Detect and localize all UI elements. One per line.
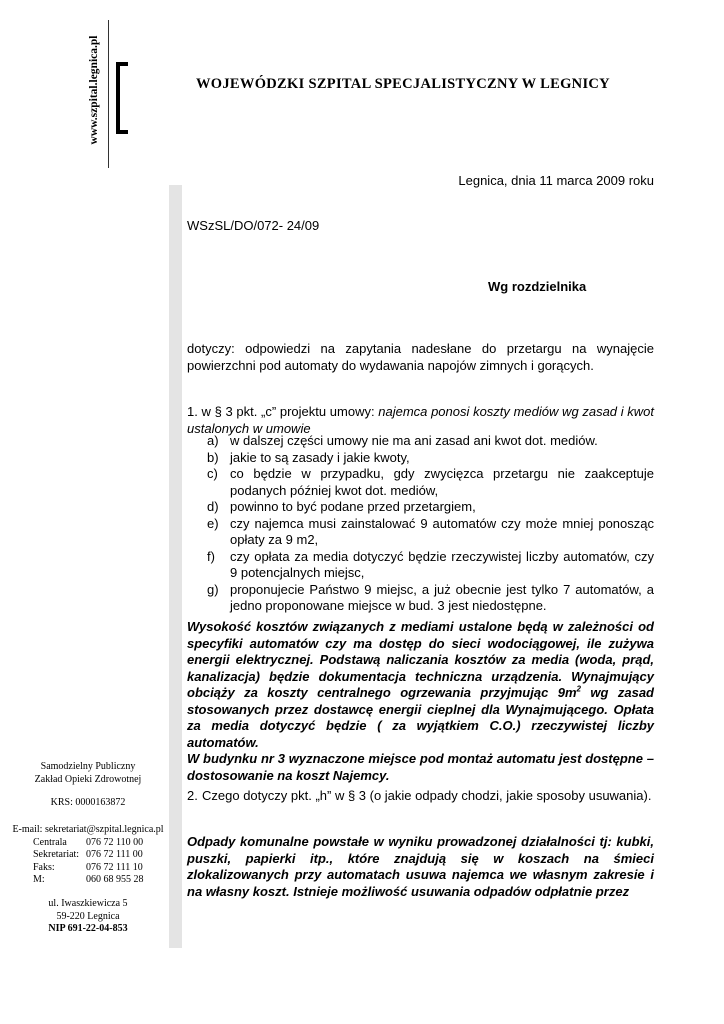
list-item: g) proponujecie Państwo 9 miejsc, a już obecnie jest tylko 7 automatów, a jedno proponowane miejsce w bud. 3 jest niedostępne. bbox=[207, 581, 654, 613]
list-item: c) co będzie w przypadku, gdy zwycięzca przetargu nie zaakceptuje podanych później kwot dot. mediów, bbox=[207, 466, 654, 498]
list-item: b) jakie to są zasady i jakie kwoty, bbox=[207, 449, 410, 465]
subject-paragraph: dotyczy: odpowiedzi na zapytania nadesłane do przetargu na wynajęcie powierzchni pod automaty do wydawania napojów zimnych i gorących. bbox=[187, 341, 654, 373]
list-item: f) czy opłata za media dotyczyć będzie rzeczywistej liczby automatów, czy 9 potencjalnych miejsc, bbox=[207, 548, 654, 580]
question-2: 2. Czego dotyczy pkt. „h” w § 3 (o jakie odpady chodzi, jakie sposoby usuwania). bbox=[187, 788, 652, 803]
contact-block bbox=[0, 824, 176, 887]
address-block bbox=[0, 898, 176, 936]
city: 59-220 Legnica bbox=[56, 910, 120, 922]
list-item: a) w dalszej części umowy nie ma ani zasad ani kwot dot. mediów. bbox=[207, 433, 598, 448]
question-1-intro: 1. w § 3 pkt. „c” projektu umowy: bbox=[187, 404, 379, 419]
reference-number: WSzSL/DO/072- 24/09 bbox=[187, 218, 320, 233]
org-type: Samodzielny Publiczny Zakład Opieki Zdrowotnej bbox=[34, 761, 142, 785]
nip-number: NIP 691-22-04-853 bbox=[48, 923, 128, 934]
website-vertical: www.szpital.legnica.pl bbox=[88, 35, 100, 145]
contact-row: Sekretariat: 076 72 111 00 bbox=[33, 849, 143, 860]
contact-row: Faks: 076 72 111 10 bbox=[33, 861, 143, 873]
email-line: E-mail: sekretariat@szpital.legnica.pl bbox=[12, 824, 164, 835]
logo-bracket bbox=[116, 62, 128, 134]
list-item: d) powinno to być podane przed przetargiem, bbox=[207, 499, 476, 514]
answer-1: Wysokość kosztów związanych z mediami ustalone będą w zależności od specyfiki automatów czy ma dostęp do sieci wodociągowej, ile zużywa energii elektrycznej. Podstawą naliczania kosztów za media (woda, prąd, kanalizacja) będzie dokumentacja techniczna urządzenia. Wynajmujący obciąży za koszty centralnego ogrzewania przyjmując $9m^2$ wg zasad stosowanych przez dostawcę energii cieplnej dla Wynajmującego. Opłata za media dotyczyć będzie ( za wyjątkiem C.O.) rzeczywistej liczby automatów. W budynku nr 3 wyznaczone miejsce pod montaż automatu jest dostępne – dostosowanie na koszt Najemcy. bbox=[187, 619, 654, 783]
question-1-quote: najemca ponosi koszty mediów wg zasad i kwot ustalonych w umowie bbox=[187, 404, 655, 436]
krs-number: KRS: 0000163872 bbox=[50, 797, 126, 808]
contact-row: M: 060 68 955 28 bbox=[33, 874, 144, 885]
street: ul. Iwaszkiewicza 5 bbox=[48, 898, 128, 909]
header-divider-line bbox=[108, 20, 109, 168]
date-line: Legnica, dnia 11 marca 2009 roku bbox=[458, 173, 654, 188]
list-item: e) czy najemca musi zainstalować 9 automatów czy może mniej ponosząc opłaty za 9 m2, bbox=[207, 515, 654, 547]
contact-row: Centrala 076 72 110 00 bbox=[33, 836, 144, 848]
question-1-list bbox=[187, 433, 654, 615]
addressee: Wg rozdzielnika bbox=[488, 279, 587, 294]
hospital-name-heading: WOJEWÓDZKI SZPITAL SPECJALISTYCZNY W LEGNICY bbox=[196, 76, 610, 92]
answer-2: Odpady komunalne powstałe w wyniku prowadzonej działalności tj: kubki, puszki, papierki itp., które znajdują się w koszach na śmieci zlokalizowanych przy automatach usuwa najemca we własnym zakresie i na własny koszt. Istnieje możliwość usuwania odpadów odpłatnie przez bbox=[187, 834, 654, 899]
